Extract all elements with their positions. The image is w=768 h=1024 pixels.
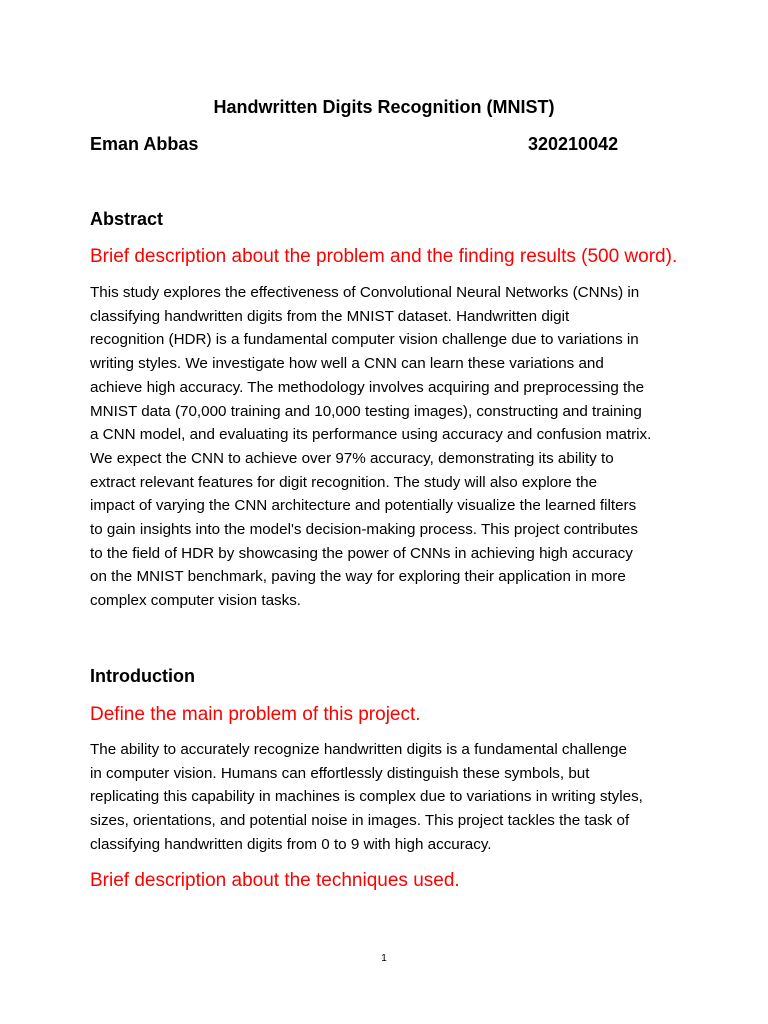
abstract-line: classifying handwritten digits from the MNIST dataset. Handwritten digit <box>90 307 570 325</box>
abstract-line: We expect the CNN to achieve over 97% accuracy, demonstrating its ability to <box>90 449 614 467</box>
abstract-line: This study explores the effectiveness of Convolutional Neural Networks (CNNs) in <box>90 284 640 301</box>
student-id: 320210042 <box>528 134 619 154</box>
introduction-line: sizes, orientations, and potential noise in images. This project tackles the task of <box>90 812 630 830</box>
author-name: Eman Abbas <box>90 134 199 154</box>
abstract-line: to the field of HDR by showcasing the power of CNNs in achieving high accuracy <box>90 544 633 562</box>
abstract-line: complex computer vision tasks. <box>90 592 302 610</box>
abstract-instruction-note: Brief description about the problem and the finding results (500 word). <box>90 246 678 267</box>
document-title: Handwritten Digits Recognition (MNIST) <box>213 97 555 117</box>
abstract-line: MNIST data (70,000 training and 10,000 testing images), constructing and training <box>90 402 642 420</box>
abstract-line: extract relevant features for digit recognition. The study will also explore the <box>90 473 598 491</box>
abstract-line: writing styles. We investigate how well a CNN can learn these variations and <box>90 355 604 373</box>
introduction-techniques-note: Brief description about the techniques used. <box>90 870 460 891</box>
introduction-line: replicating this capability in machines is complex due to variations in writing styles, <box>90 788 643 806</box>
abstract-line: a CNN model, and evaluating its performance using accuracy and confusion matrix. <box>90 426 652 444</box>
abstract-line: recognition (HDR) is a fundamental computer vision challenge due to variations in <box>90 331 639 349</box>
page-number: 1 <box>381 953 387 964</box>
abstract-line: to gain insights into the model's decision-making process. This project contributes <box>90 521 638 539</box>
introduction-line: The ability to accurately recognize handwritten digits is a fundamental challenge <box>90 741 627 758</box>
abstract-line: impact of varying the CNN architecture and potentially visualize the learned filters <box>90 497 637 515</box>
abstract-line: on the MNIST benchmark, paving the way for exploring their application in more <box>90 568 626 586</box>
introduction-paragraph <box>90 738 690 857</box>
abstract-line: achieve high accuracy. The methodology involves acquiring and preprocessing the <box>90 378 645 396</box>
introduction-heading: Introduction <box>90 666 195 686</box>
introduction-line: in computer vision. Humans can effortlessly distinguish these symbols, but <box>90 764 590 782</box>
introduction-line: classifying handwritten digits from 0 to 9 with high accuracy. <box>90 835 492 853</box>
abstract-paragraph <box>90 281 690 613</box>
abstract-heading: Abstract <box>90 209 164 229</box>
introduction-problem-note: Define the main problem of this project. <box>90 704 421 725</box>
